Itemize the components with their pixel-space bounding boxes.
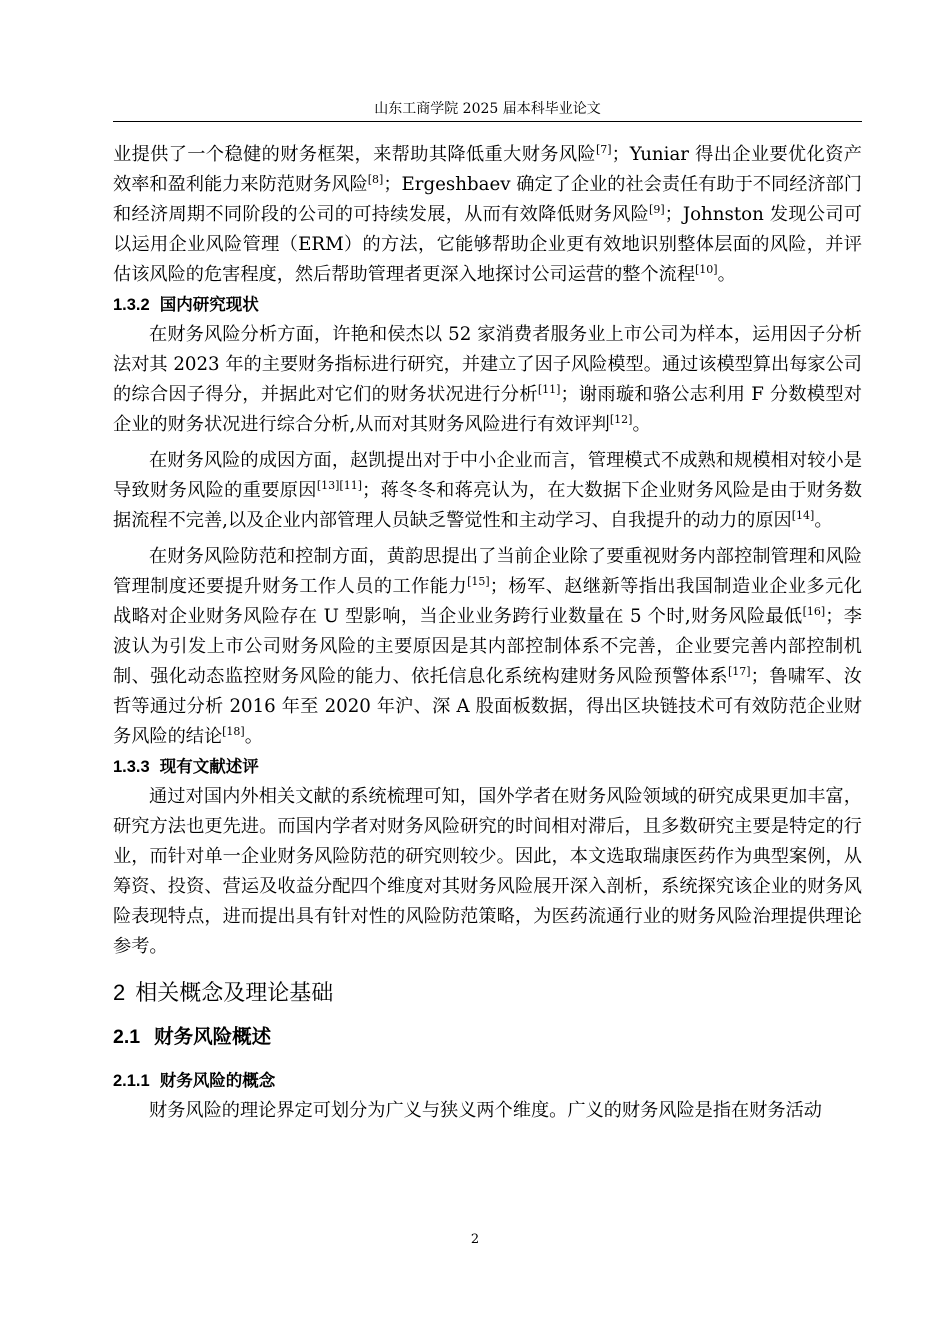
chapter-title: 相关概念及理论基础: [135, 980, 334, 1005]
paragraph-foreign-research-cont: [113, 140, 862, 290]
citation: [17]: [728, 664, 751, 678]
text-run: 在财务风险的成因方面，赵凯提出对于中小企业而言，管理模式不成熟和规模相对较小是导致财务风险的重要原因: [113, 450, 862, 501]
text-run: 。: [814, 510, 833, 531]
page-number: 2: [470, 1232, 480, 1247]
text-run: 。: [632, 414, 651, 435]
citation: [16]: [802, 604, 826, 618]
text-run: ；鲁啸军、汝哲等通过分析 2016 年至 2020 年沪、深 A 股面板数据，得出区块链技术可有效防范企业财务风险的结论: [113, 666, 862, 747]
chapter-heading-2: [113, 978, 862, 1008]
text-run: 。: [717, 264, 736, 285]
paragraph-risk-causes: [113, 446, 862, 536]
text-run: ；蒋冬冬和蒋亮认为，在大数据下企业财务风险是由于财务数据流程不完善,以及企业内部管理人员缺乏警觉性和主动学习、自我提升的动力的原因: [113, 480, 862, 531]
section-title: 国内研究现状: [159, 296, 259, 314]
citation: [8]: [367, 172, 384, 186]
page-body: [113, 140, 862, 1126]
citation: [11]: [537, 382, 561, 396]
citation: [14]: [791, 508, 815, 522]
text-run: ；Johnston 发现公司可以运用企业风险管理（ERM）的方法，它能够帮助企业更有效地识别整体层面的风险，并评估该风险的危害程度，然后帮助管理者更深入地探讨公司运营的整个流程: [113, 204, 862, 285]
text-run: ；谢雨璇和骆公志利用 F 分数模型对企业的财务状况进行综合分析,从而对其财务风险进行有效评判: [113, 384, 862, 435]
text-run: ；李波认为引发上市公司财务风险的主要原因是其内部控制体系不完善，企业要完善内部控制机制、强化动态监控财务风险的能力、依托信息化系统构建财务风险预警体系: [113, 606, 862, 687]
section-title: 财务风险概述: [154, 1026, 272, 1048]
text-run: 在财务风险防范和控制方面，黄韵思提出了当前企业除了要重视财务内部控制管理和风险管理制度还要提升财务工作人员的工作能力: [113, 546, 862, 597]
header-rule: [113, 121, 862, 122]
citation: [9]: [649, 202, 665, 216]
text-run: 在财务风险分析方面，许艳和侯杰以 52 家消费者服务业上市公司为样本，运用因子分析法对其 2023 年的主要财务指标进行研究，并建立了因子风险模型。通过该模型算出每家公司的综合因子得分，并据此对它们的财务状况进行分析: [113, 324, 862, 405]
paragraph-literature-review: 通过对国内外相关文献的系统梳理可知，国外学者在财务风险领域的研究成果更加丰富，研究方法也更先进。而国内学者对财务风险研究的时间相对滞后，且多数研究主要是特定的行业，而针对单一企业财务风险防范的研究则较少。因此，本文选取瑞康医药作为典型案例，从筹资、投资、营运及收益分配四个维度对其财务风险展开深入剖析，系统探究该企业的财务风险表现特点，进而提出具有针对性的风险防范策略，为医药流通行业的财务风险治理提供理论参考。: [113, 786, 862, 957]
chapter-number: 2: [113, 980, 126, 1005]
citation: [18]: [222, 724, 245, 738]
section-heading-1-3-3: [113, 752, 862, 782]
citation: [7]: [596, 142, 612, 156]
text-run: 业提供了一个稳健的财务框架，来帮助其降低重大财务风险: [113, 144, 597, 165]
citation: [15]: [467, 574, 490, 588]
paragraph-risk-analysis: [113, 320, 862, 440]
section-number: 1.3.2: [113, 296, 150, 314]
running-header: 山东工商学院 2025 届本科毕业论文: [374, 101, 601, 117]
section-number: 2.1: [113, 1026, 141, 1048]
section-heading-2-1-1: [113, 1066, 862, 1096]
citation: [13][11]: [316, 478, 363, 492]
paragraph-risk-concept: 财务风险的理论界定可划分为广义与狭义两个维度。广义的财务风险是指在财务活动: [149, 1100, 822, 1121]
section-heading-2-1: [113, 1022, 862, 1052]
text-run: ；Yuniar 得出企业要优化资产效率和盈利能力来防范财务风险: [113, 144, 862, 195]
section-title: 财务风险的概念: [159, 1072, 276, 1090]
citation: [10]: [695, 262, 718, 276]
text-run: ；杨军、赵继新等指出我国制造业企业多元化战略对企业财务风险存在 U 型影响，当企业业务跨行业数量在 5 个时,财务风险最低: [113, 576, 862, 627]
text-run: 。: [244, 726, 263, 747]
section-heading-1-3-2: [113, 290, 862, 320]
paragraph-risk-control: [113, 542, 862, 752]
section-number: 2.1.1: [113, 1072, 150, 1090]
text-run: ；Ergeshbaev 确定了企业的社会责任有助于不同经济部门和经济周期不同阶段的公司的可持续发展，从而有效降低财务风险: [113, 174, 862, 225]
section-number: 1.3.3: [113, 758, 150, 776]
section-title: 现有文献述评: [159, 758, 259, 776]
citation: [12]: [609, 412, 633, 426]
